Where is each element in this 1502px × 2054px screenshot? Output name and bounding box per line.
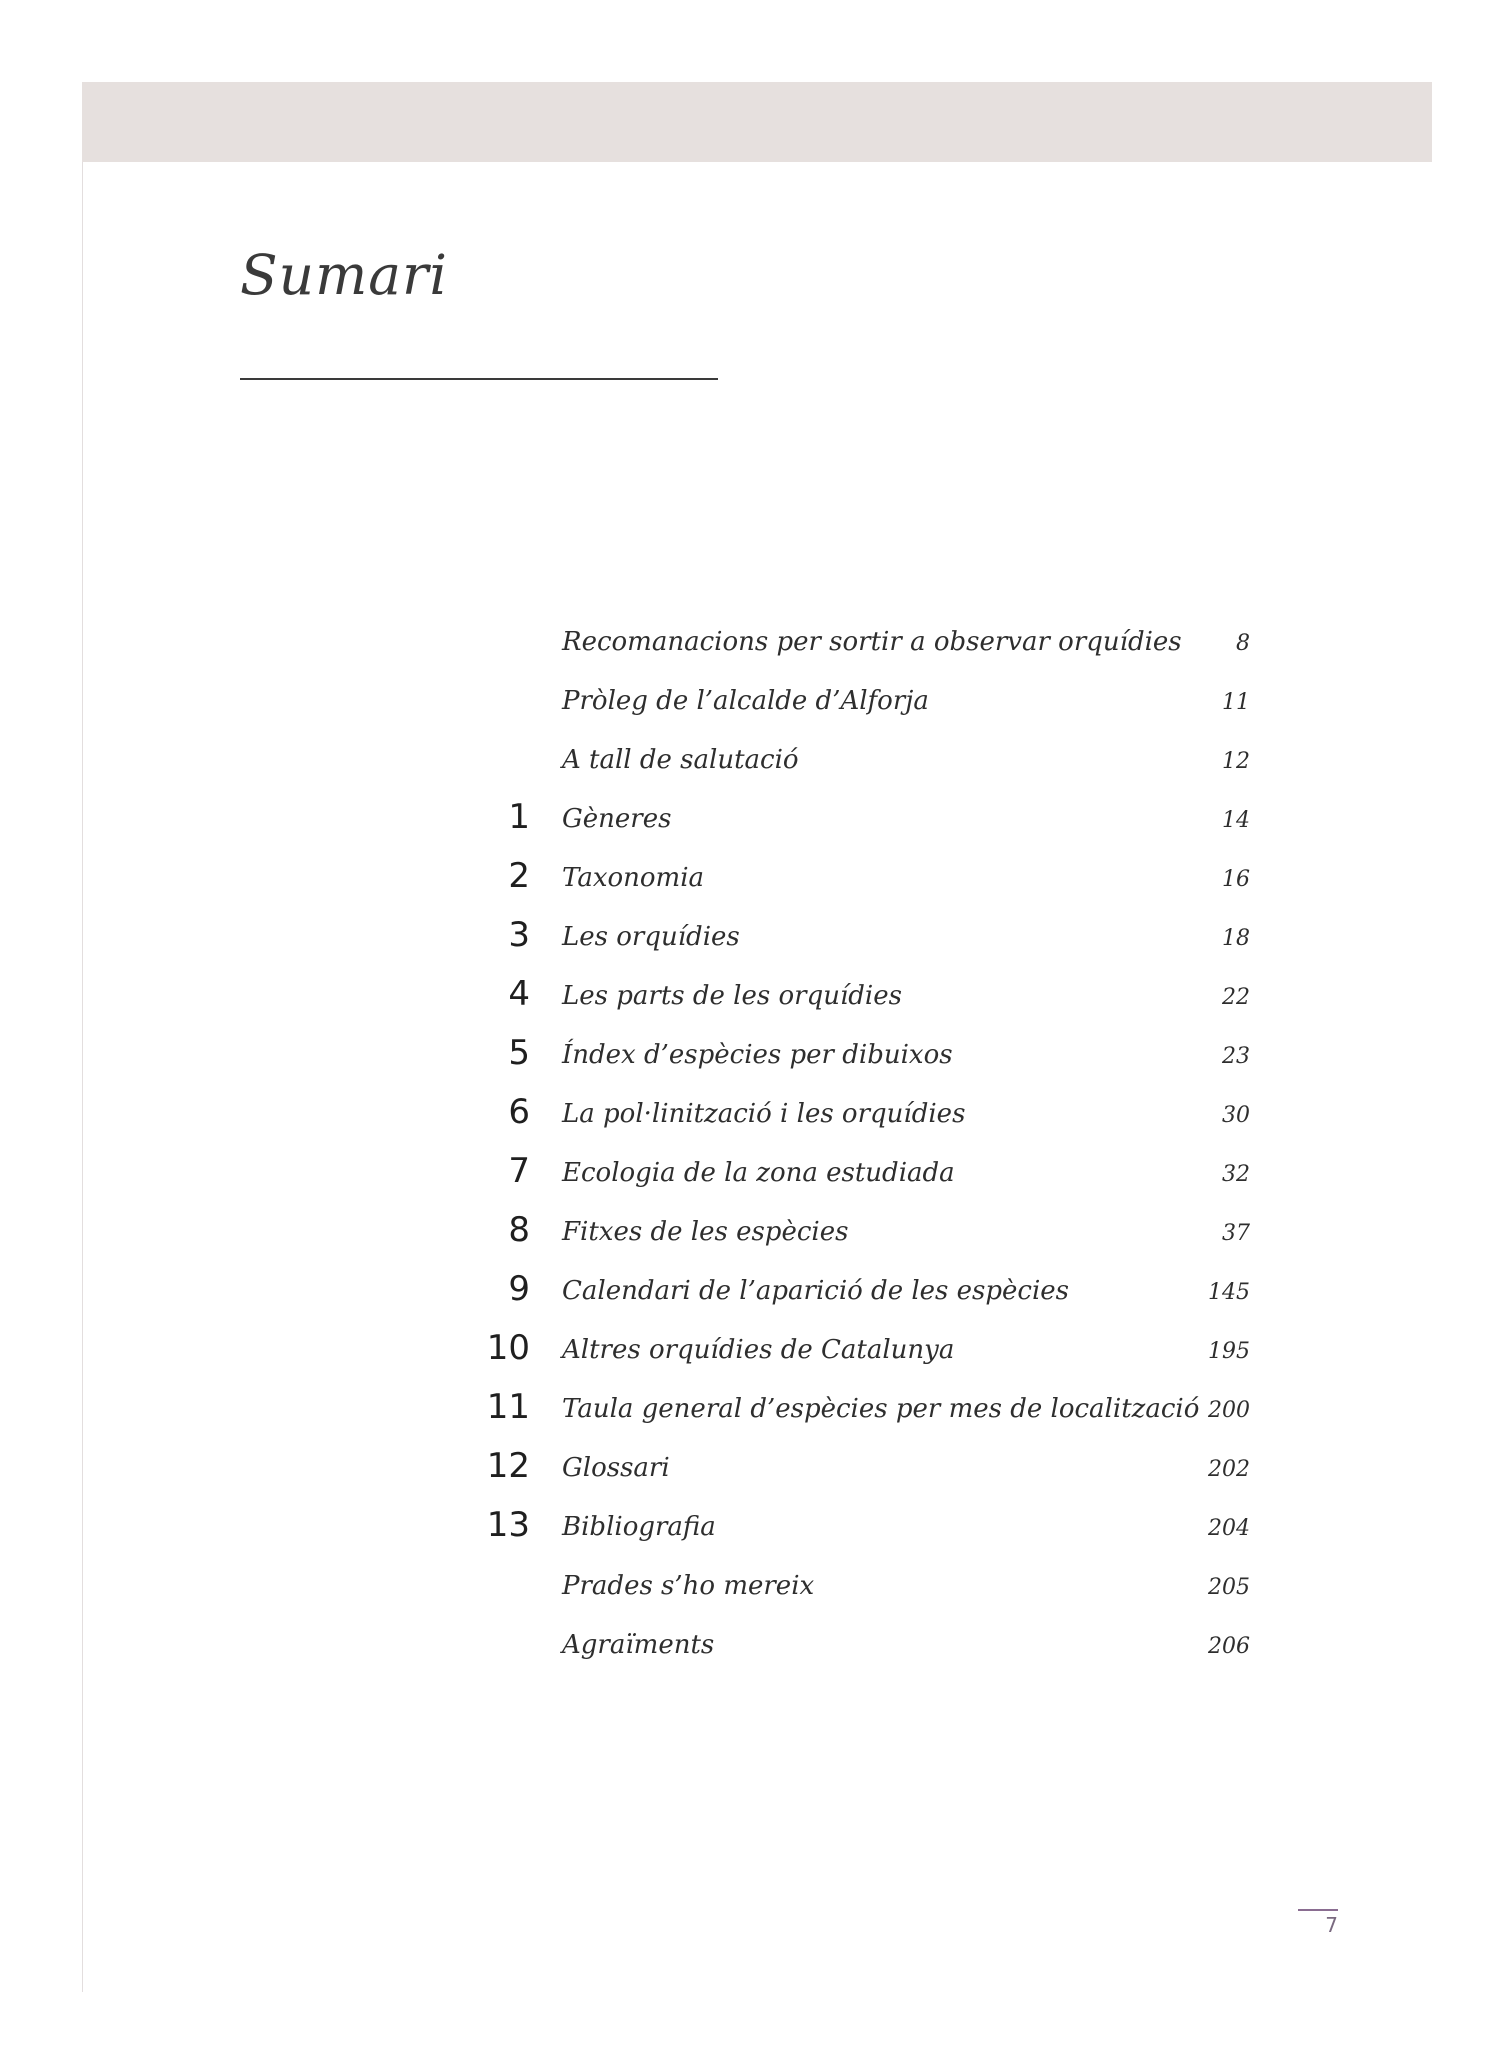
toc-entry-title[interactable]: Taula general d’espècies per mes de localització: [562, 1394, 1200, 1424]
toc-chapter-number: 2: [508, 856, 530, 896]
toc-entry-title[interactable]: Agraïments: [562, 1630, 715, 1660]
toc-chapter-number: 9: [508, 1269, 530, 1309]
toc-entry[interactable]: [470, 1208, 1250, 1267]
toc-chapter-number: 6: [508, 1092, 530, 1132]
table-of-contents: [470, 618, 1250, 1680]
title-divider: [240, 378, 718, 380]
toc-entry[interactable]: [470, 913, 1250, 972]
toc-entry-title[interactable]: Glossari: [562, 1453, 670, 1483]
toc-chapter-number: 13: [486, 1505, 530, 1545]
toc-entry[interactable]: [470, 1267, 1250, 1326]
toc-entry-title[interactable]: Pròleg de l’alcalde d’Alforja: [562, 686, 929, 716]
toc-chapter-number: 5: [508, 1033, 530, 1073]
toc-entry-title[interactable]: Altres orquídies de Catalunya: [562, 1335, 955, 1365]
toc-entry-title[interactable]: Les parts de les orquídies: [562, 981, 902, 1011]
toc-entry-title[interactable]: Prades s’ho mereix: [562, 1571, 815, 1601]
toc-entry[interactable]: [470, 1385, 1250, 1444]
toc-page-number: 37: [1222, 1221, 1250, 1246]
toc-page-number: 8: [1236, 631, 1250, 656]
toc-chapter-number: 10: [486, 1328, 530, 1368]
toc-chapter-number: 12: [486, 1446, 530, 1486]
page-title: Sumari: [240, 243, 448, 307]
toc-page-number: 14: [1222, 808, 1250, 833]
toc-entry-title[interactable]: La pol·linització i les orquídies: [562, 1099, 966, 1129]
toc-page-number: 11: [1222, 690, 1250, 715]
toc-page-number: 206: [1208, 1634, 1250, 1659]
toc-entry[interactable]: [470, 736, 1250, 795]
page-number: 7: [1325, 1913, 1338, 1937]
toc-entry-title[interactable]: Fitxes de les espècies: [562, 1217, 849, 1247]
toc-entry[interactable]: [470, 972, 1250, 1031]
toc-chapter-number: 8: [508, 1210, 530, 1250]
toc-page-number: 16: [1222, 867, 1250, 892]
toc-page-number: 32: [1222, 1162, 1250, 1187]
toc-chapter-number: 3: [508, 915, 530, 955]
toc-entry-title[interactable]: Gèneres: [562, 804, 672, 834]
toc-entry[interactable]: [470, 677, 1250, 736]
toc-page-number: 200: [1208, 1398, 1250, 1423]
toc-entry[interactable]: [470, 1149, 1250, 1208]
toc-entry[interactable]: [470, 1444, 1250, 1503]
toc-page-number: 30: [1222, 1103, 1250, 1128]
toc-entry[interactable]: [470, 1621, 1250, 1680]
toc-entry[interactable]: [470, 618, 1250, 677]
toc-entry-title[interactable]: Les orquídies: [562, 922, 740, 952]
toc-chapter-number: 7: [508, 1151, 530, 1191]
toc-entry-title[interactable]: Ecologia de la zona estudiada: [562, 1158, 955, 1188]
toc-page-number: 195: [1208, 1339, 1250, 1364]
toc-page-number: 204: [1208, 1516, 1250, 1541]
header-band: [82, 82, 1432, 162]
toc-entry-title[interactable]: Recomanacions per sortir a observar orquídies: [562, 627, 1182, 657]
toc-page-number: 202: [1208, 1457, 1250, 1482]
toc-page-number: 12: [1222, 749, 1250, 774]
folio-divider: [1298, 1909, 1338, 1911]
toc-entry[interactable]: [470, 1031, 1250, 1090]
toc-page-number: 22: [1222, 985, 1250, 1010]
toc-entry[interactable]: [470, 1090, 1250, 1149]
toc-chapter-number: 11: [486, 1387, 530, 1427]
toc-entry[interactable]: [470, 1503, 1250, 1562]
toc-entry[interactable]: [470, 795, 1250, 854]
toc-entry-title[interactable]: Bibliografia: [562, 1512, 716, 1542]
toc-entry[interactable]: [470, 854, 1250, 913]
toc-entry-title[interactable]: Índex d’espècies per dibuixos: [562, 1040, 953, 1070]
toc-page-number: 205: [1208, 1575, 1250, 1600]
toc-entry[interactable]: [470, 1326, 1250, 1385]
toc-entry[interactable]: [470, 1562, 1250, 1621]
toc-page-number: 23: [1222, 1044, 1250, 1069]
toc-page-number: 145: [1208, 1280, 1250, 1305]
toc-chapter-number: 1: [508, 797, 530, 837]
toc-entry-title[interactable]: Taxonomia: [562, 863, 705, 893]
toc-entry-title[interactable]: A tall de salutació: [562, 745, 799, 775]
toc-entry-title[interactable]: Calendari de l’aparició de les espècies: [562, 1276, 1070, 1306]
toc-chapter-number: 4: [508, 974, 530, 1014]
toc-page-number: 18: [1222, 926, 1250, 951]
